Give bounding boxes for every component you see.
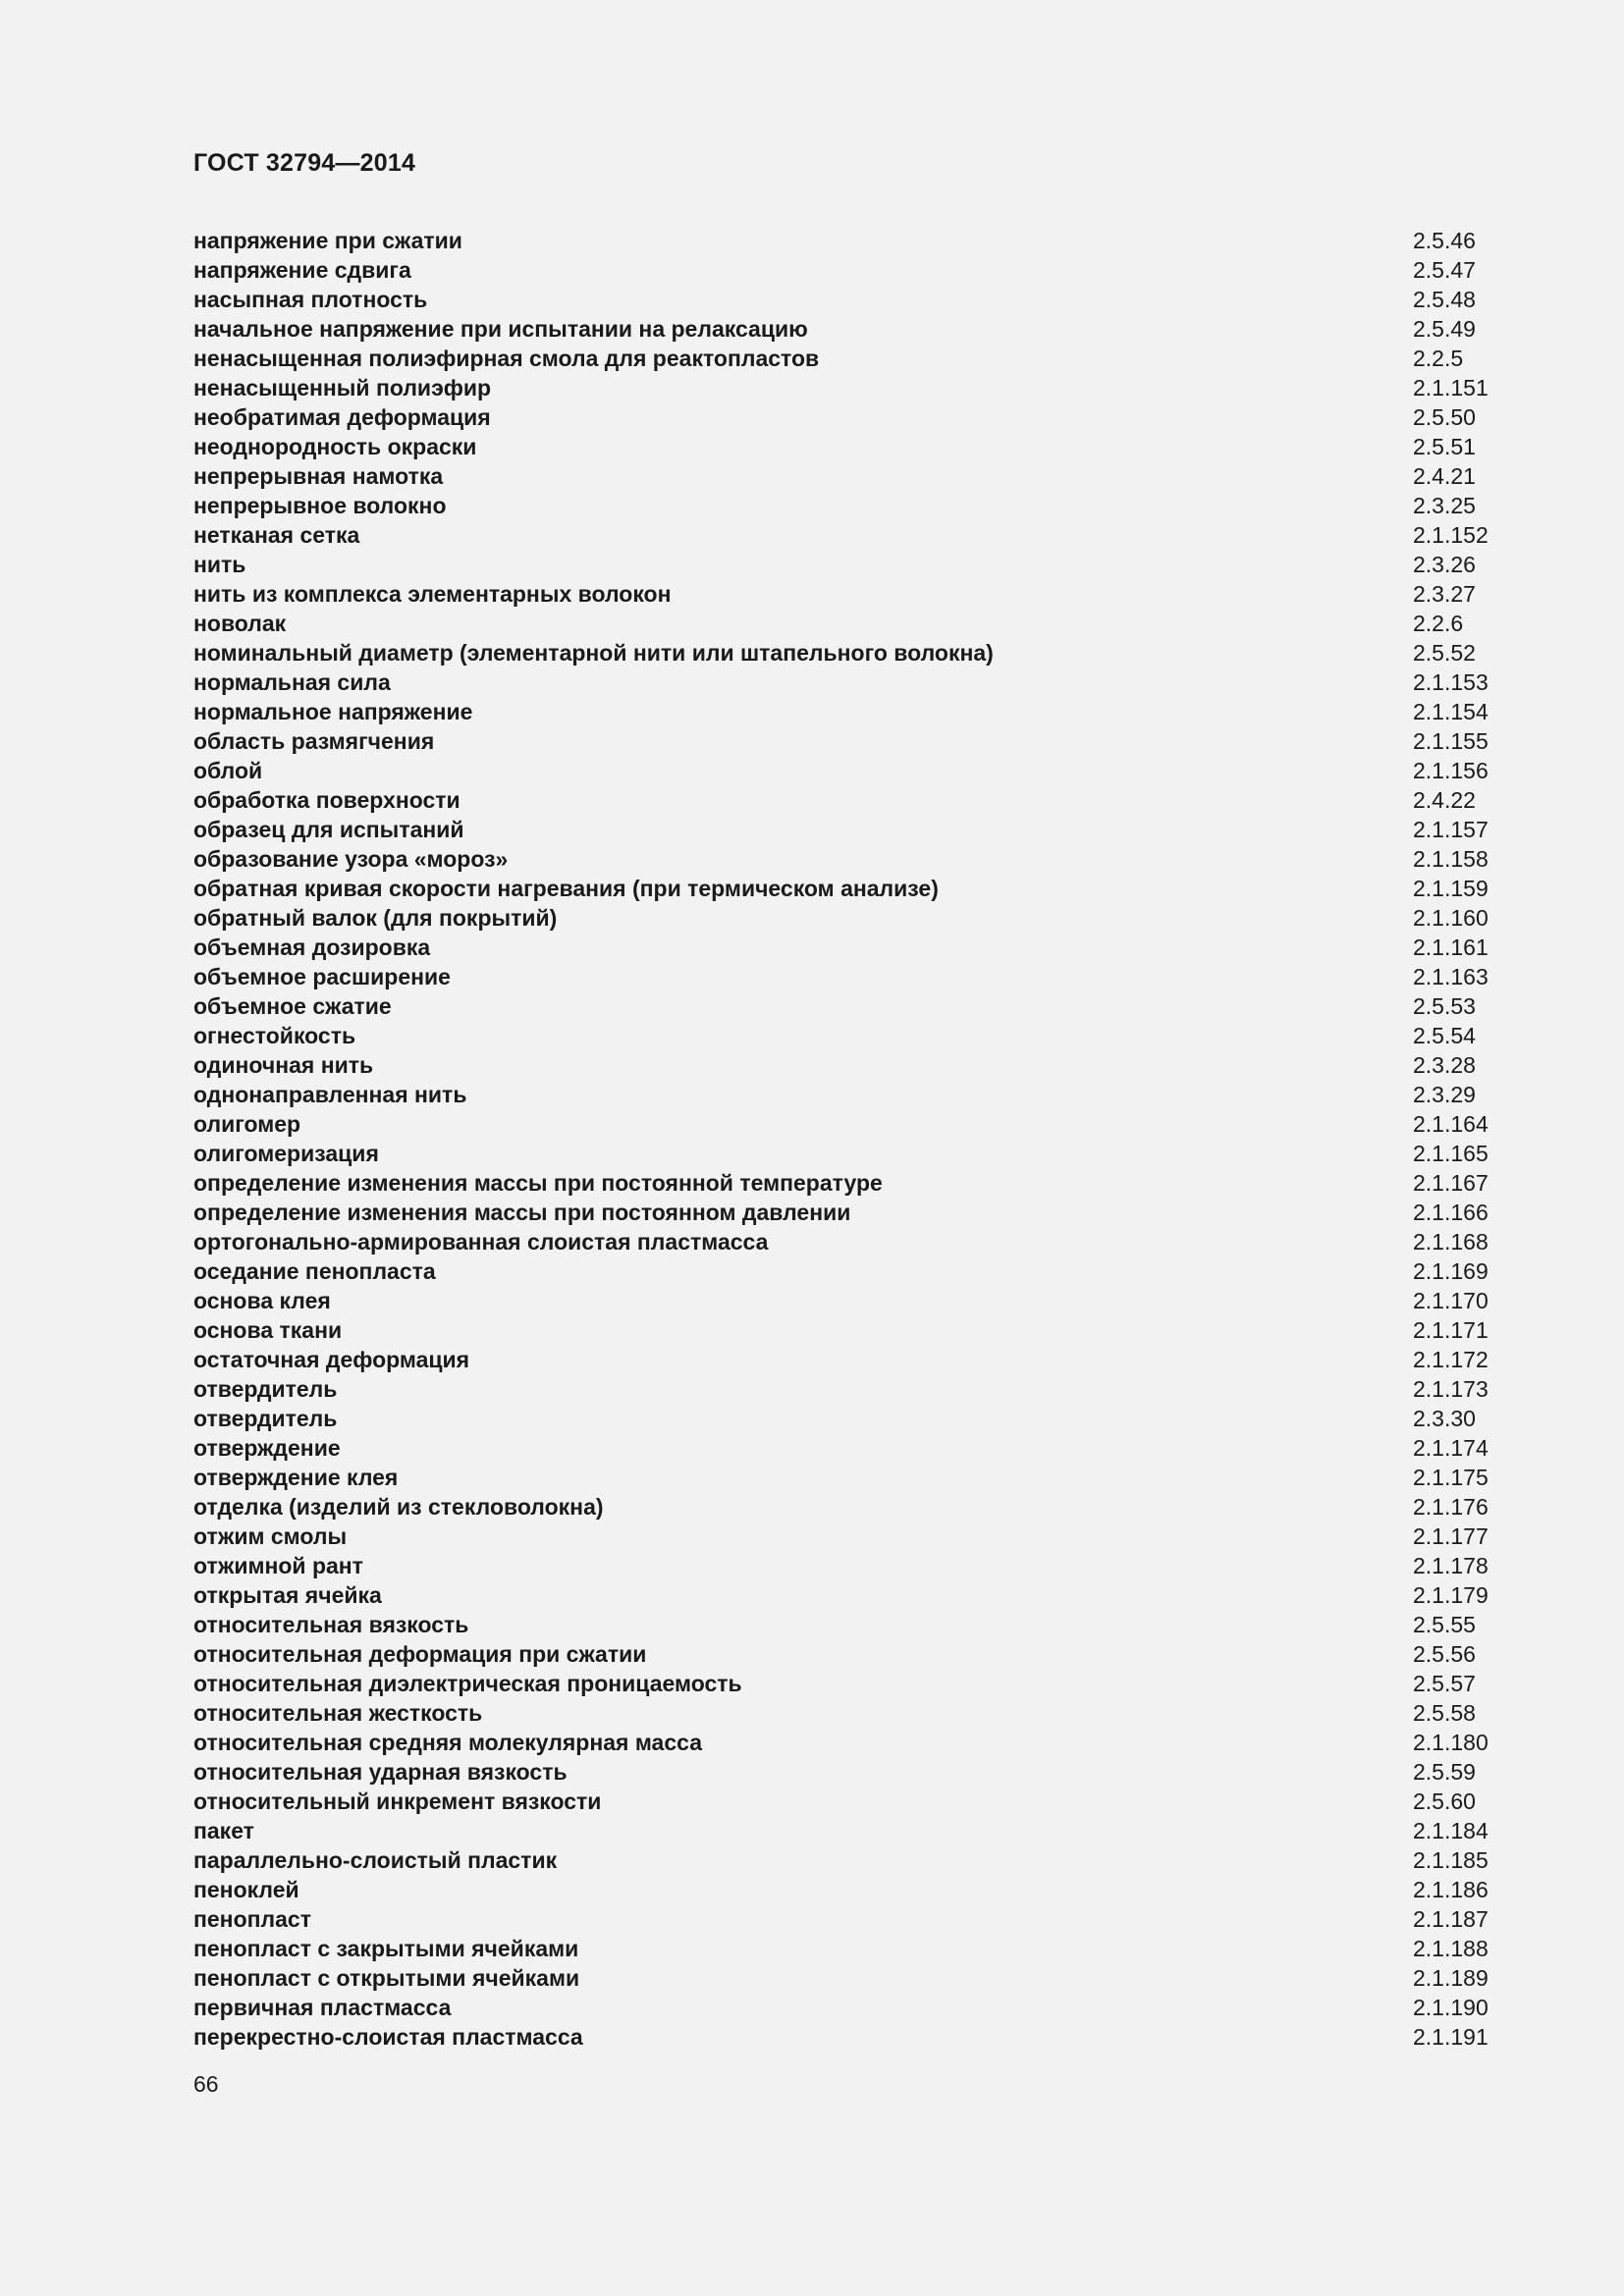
term-index-list xyxy=(193,226,1509,2052)
index-term: открытая ячейка xyxy=(193,1582,382,1608)
index-term: пенопласт с открытыми ячейками xyxy=(193,1965,580,1991)
index-term: необратимая деформация xyxy=(193,404,491,430)
index-term: облой xyxy=(193,758,263,783)
index-reference: 2.1.184 xyxy=(1413,1818,1489,1843)
index-term: пеноклей xyxy=(193,1877,299,1902)
index-entry xyxy=(193,844,1509,874)
index-term: пенопласт с закрытыми ячейками xyxy=(193,1936,579,1961)
index-entry xyxy=(193,1787,1509,1816)
index-term: олигомеризация xyxy=(193,1141,379,1166)
index-reference: 2.1.178 xyxy=(1413,1553,1489,1578)
index-reference: 2.1.172 xyxy=(1413,1347,1489,1372)
index-term: начальное напряжение при испытании на релаксацию xyxy=(193,316,808,342)
index-reference: 2.1.169 xyxy=(1413,1258,1489,1284)
index-reference: 2.3.28 xyxy=(1413,1052,1476,1078)
index-entry xyxy=(193,1168,1509,1198)
index-entry xyxy=(193,1139,1509,1168)
index-reference: 2.5.53 xyxy=(1413,993,1476,1019)
index-entry xyxy=(193,373,1509,402)
index-reference: 2.2.5 xyxy=(1413,346,1464,371)
index-term: образование узора «мороз» xyxy=(193,846,509,872)
index-term: отжим смолы xyxy=(193,1523,348,1549)
index-term: относительная жесткость xyxy=(193,1700,483,1726)
index-term: пенопласт xyxy=(193,1906,311,1932)
index-term: отделка (изделий из стекловолокна) xyxy=(193,1494,604,1520)
index-term: огнестойкость xyxy=(193,1023,356,1048)
index-reference: 2.1.152 xyxy=(1413,522,1489,548)
index-entry xyxy=(193,667,1509,697)
index-term: относительная вязкость xyxy=(193,1612,469,1637)
index-term: определение изменения массы при постоянной температуре xyxy=(193,1170,883,1196)
index-term: относительный инкремент вязкости xyxy=(193,1789,602,1814)
index-entry xyxy=(193,1580,1509,1610)
index-reference: 2.1.171 xyxy=(1413,1317,1489,1343)
index-entry xyxy=(193,491,1509,520)
index-entry xyxy=(193,726,1509,756)
index-reference: 2.1.160 xyxy=(1413,905,1489,931)
index-entry xyxy=(193,1875,1509,1904)
index-term: одиночная нить xyxy=(193,1052,374,1078)
index-entry xyxy=(193,962,1509,991)
index-entry xyxy=(193,609,1509,638)
index-term: обратный валок (для покрытий) xyxy=(193,905,558,931)
index-term: непрерывное волокно xyxy=(193,493,447,518)
index-reference: 2.3.29 xyxy=(1413,1082,1476,1107)
index-reference: 2.1.164 xyxy=(1413,1111,1489,1137)
index-term: напряжение сдвига xyxy=(193,257,411,283)
index-reference: 2.1.185 xyxy=(1413,1847,1489,1873)
index-term: непрерывная намотка xyxy=(193,463,444,489)
index-term: параллельно-слоистый пластик xyxy=(193,1847,558,1873)
index-term: отверждение xyxy=(193,1435,341,1461)
index-entry xyxy=(193,344,1509,373)
index-term: пакет xyxy=(193,1818,254,1843)
index-reference: 2.5.49 xyxy=(1413,316,1476,342)
index-entry xyxy=(193,432,1509,461)
index-entry xyxy=(193,756,1509,785)
index-term: олигомер xyxy=(193,1111,301,1137)
index-reference: 2.3.27 xyxy=(1413,581,1476,607)
index-reference: 2.1.191 xyxy=(1413,2024,1489,2050)
index-entry xyxy=(193,579,1509,609)
index-reference: 2.1.151 xyxy=(1413,375,1489,400)
index-entry xyxy=(193,520,1509,550)
index-entry xyxy=(193,255,1509,285)
index-entry xyxy=(193,461,1509,491)
index-reference: 2.1.165 xyxy=(1413,1141,1489,1166)
index-reference: 2.1.158 xyxy=(1413,846,1489,872)
index-entry xyxy=(193,1698,1509,1728)
index-reference: 2.5.52 xyxy=(1413,640,1476,666)
index-entry xyxy=(193,402,1509,432)
index-term: относительная диэлектрическая проницаемость xyxy=(193,1671,742,1696)
index-entry xyxy=(193,285,1509,314)
index-entry xyxy=(193,1109,1509,1139)
index-reference: 2.5.55 xyxy=(1413,1612,1476,1637)
index-entry xyxy=(193,1934,1509,1963)
index-term: первичная пластмасса xyxy=(193,1995,452,2020)
index-reference: 2.5.47 xyxy=(1413,257,1476,283)
index-term: ненасыщенная полиэфирная смола для реактопластов xyxy=(193,346,820,371)
index-entry xyxy=(193,1374,1509,1404)
index-term: обратная кривая скорости нагревания (при термическом анализе) xyxy=(193,876,939,901)
index-reference: 2.1.166 xyxy=(1413,1200,1489,1225)
index-entry xyxy=(193,1816,1509,1845)
index-term: нить из комплекса элементарных волокон xyxy=(193,581,672,607)
index-entry xyxy=(193,1463,1509,1492)
index-entry xyxy=(193,1080,1509,1109)
index-reference: 2.3.30 xyxy=(1413,1406,1476,1431)
index-entry xyxy=(193,1993,1509,2022)
index-entry xyxy=(193,1904,1509,1934)
index-reference: 2.1.187 xyxy=(1413,1906,1489,1932)
index-reference: 2.5.58 xyxy=(1413,1700,1476,1726)
index-reference: 2.5.56 xyxy=(1413,1641,1476,1667)
document-header: ГОСТ 32794—2014 xyxy=(193,149,416,177)
index-term: перекрестно-слоистая пластмасса xyxy=(193,2024,583,2050)
index-term: относительная деформация при сжатии xyxy=(193,1641,647,1667)
index-entry xyxy=(193,1728,1509,1757)
index-reference: 2.1.173 xyxy=(1413,1376,1489,1402)
index-term: однонаправленная нить xyxy=(193,1082,467,1107)
index-entry xyxy=(193,1492,1509,1522)
index-term: неоднородность окраски xyxy=(193,434,477,459)
index-reference: 2.1.176 xyxy=(1413,1494,1489,1520)
index-entry xyxy=(193,1610,1509,1639)
index-entry xyxy=(193,1050,1509,1080)
index-term: ортогонально-армированная слоистая пластмасса xyxy=(193,1229,769,1255)
index-entry xyxy=(193,1963,1509,1993)
index-term: нормальное напряжение xyxy=(193,699,473,724)
index-term: объемное расширение xyxy=(193,964,451,989)
index-reference: 2.1.179 xyxy=(1413,1582,1489,1608)
index-term: основа клея xyxy=(193,1288,331,1313)
index-entry xyxy=(193,903,1509,933)
index-term: отверждение клея xyxy=(193,1465,399,1490)
index-entry xyxy=(193,550,1509,579)
index-reference: 2.1.190 xyxy=(1413,1995,1489,2020)
index-entry xyxy=(193,1227,1509,1256)
index-term: образец для испытаний xyxy=(193,817,464,842)
index-reference: 2.1.175 xyxy=(1413,1465,1489,1490)
index-reference: 2.1.174 xyxy=(1413,1435,1489,1461)
index-reference: 2.1.170 xyxy=(1413,1288,1489,1313)
index-entry xyxy=(193,638,1509,667)
index-reference: 2.5.57 xyxy=(1413,1671,1476,1696)
index-term: нетканая сетка xyxy=(193,522,360,548)
index-reference: 2.1.188 xyxy=(1413,1936,1489,1961)
index-reference: 2.1.157 xyxy=(1413,817,1489,842)
index-reference: 2.1.156 xyxy=(1413,758,1489,783)
index-entry xyxy=(193,1522,1509,1551)
index-term: объемное сжатие xyxy=(193,993,392,1019)
index-entry xyxy=(193,1639,1509,1669)
index-entry xyxy=(193,314,1509,344)
index-reference: 2.1.161 xyxy=(1413,934,1489,960)
index-reference: 2.5.48 xyxy=(1413,287,1476,312)
index-term: насыпная плотность xyxy=(193,287,428,312)
index-reference: 2.3.26 xyxy=(1413,552,1476,577)
index-reference: 2.4.22 xyxy=(1413,787,1476,813)
index-entry xyxy=(193,1551,1509,1580)
index-reference: 2.2.6 xyxy=(1413,611,1464,636)
index-term: объемная дозировка xyxy=(193,934,431,960)
index-entry xyxy=(193,785,1509,815)
index-term: отвердитель xyxy=(193,1376,338,1402)
index-reference: 2.1.153 xyxy=(1413,669,1489,695)
index-reference: 2.1.177 xyxy=(1413,1523,1489,1549)
index-term: относительная средняя молекулярная масса xyxy=(193,1730,702,1755)
index-reference: 2.5.50 xyxy=(1413,404,1476,430)
index-entry xyxy=(193,1345,1509,1374)
index-term: напряжение при сжатии xyxy=(193,228,462,253)
index-entry xyxy=(193,1286,1509,1315)
index-entry xyxy=(193,815,1509,844)
index-entry xyxy=(193,1404,1509,1433)
index-reference: 2.1.168 xyxy=(1413,1229,1489,1255)
index-term: основа ткани xyxy=(193,1317,343,1343)
index-term: новолак xyxy=(193,611,287,636)
index-term: нить xyxy=(193,552,246,577)
index-reference: 2.5.60 xyxy=(1413,1789,1476,1814)
index-reference: 2.1.186 xyxy=(1413,1877,1489,1902)
index-reference: 2.1.163 xyxy=(1413,964,1489,989)
index-entry xyxy=(193,933,1509,962)
index-term: оседание пенопласта xyxy=(193,1258,436,1284)
index-reference: 2.5.46 xyxy=(1413,228,1476,253)
index-reference: 2.1.189 xyxy=(1413,1965,1489,1991)
index-term: номинальный диаметр (элементарной нити или штапельного волокна) xyxy=(193,640,994,666)
index-reference: 2.1.159 xyxy=(1413,876,1489,901)
index-entry xyxy=(193,1845,1509,1875)
index-term: отвердитель xyxy=(193,1406,338,1431)
page-number: 66 xyxy=(193,2071,219,2097)
index-term: ненасыщенный полиэфир xyxy=(193,375,492,400)
index-reference: 2.4.21 xyxy=(1413,463,1476,489)
index-reference: 2.5.54 xyxy=(1413,1023,1476,1048)
index-reference: 2.1.154 xyxy=(1413,699,1489,724)
index-entry xyxy=(193,1315,1509,1345)
index-term: область размягчения xyxy=(193,728,435,754)
index-entry xyxy=(193,1669,1509,1698)
index-reference: 2.1.180 xyxy=(1413,1730,1489,1755)
index-entry xyxy=(193,874,1509,903)
index-term: относительная ударная вязкость xyxy=(193,1759,568,1785)
index-entry xyxy=(193,1433,1509,1463)
index-entry xyxy=(193,697,1509,726)
index-entry xyxy=(193,1256,1509,1286)
index-entry xyxy=(193,226,1509,255)
index-entry xyxy=(193,2022,1509,2052)
index-entry xyxy=(193,991,1509,1021)
index-entry xyxy=(193,1198,1509,1227)
index-term: нормальная сила xyxy=(193,669,391,695)
index-term: отжимной рант xyxy=(193,1553,363,1578)
index-reference: 2.5.59 xyxy=(1413,1759,1476,1785)
index-term: обработка поверхности xyxy=(193,787,460,813)
index-term: остаточная деформация xyxy=(193,1347,470,1372)
index-reference: 2.5.51 xyxy=(1413,434,1476,459)
index-reference: 2.1.167 xyxy=(1413,1170,1489,1196)
index-reference: 2.1.155 xyxy=(1413,728,1489,754)
index-entry xyxy=(193,1021,1509,1050)
index-reference: 2.3.25 xyxy=(1413,493,1476,518)
index-term: определение изменения массы при постоянном давлении xyxy=(193,1200,851,1225)
index-entry xyxy=(193,1757,1509,1787)
